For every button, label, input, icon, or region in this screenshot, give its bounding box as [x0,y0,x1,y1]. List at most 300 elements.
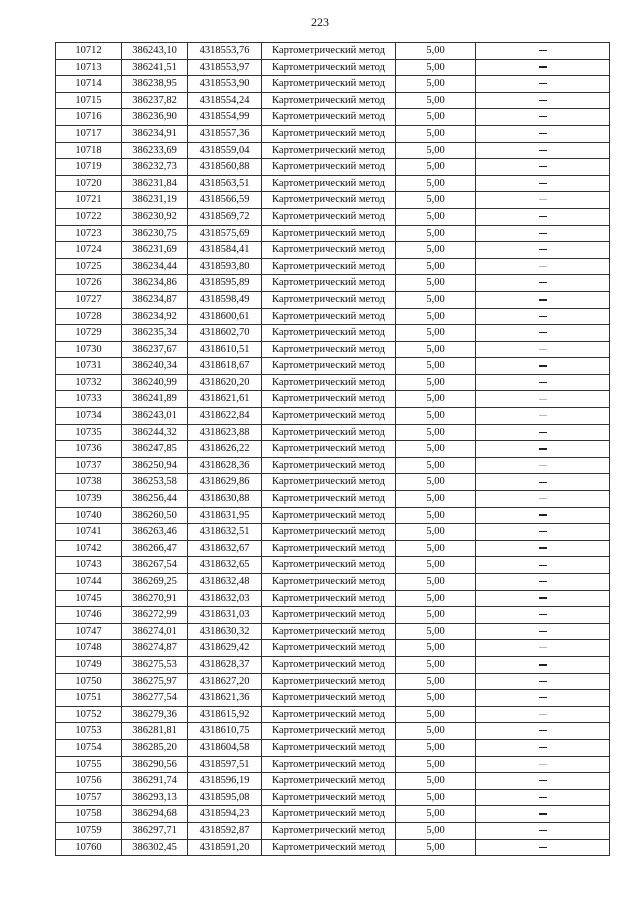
accuracy-cell: 5,00 [396,391,476,408]
table-row [56,524,610,541]
note-cell [476,690,610,707]
point-number-cell: 10714 [56,76,122,93]
y-coordinate-cell: 4318553,76 [188,43,262,60]
note-cell [476,242,610,259]
y-coordinate-cell: 4318554,99 [188,109,262,126]
y-coordinate-cell: 4318591,20 [188,839,262,856]
method-cell: Картометрический метод [262,640,396,657]
y-coordinate-cell: 4318615,92 [188,706,262,723]
method-cell: Картометрический метод [262,341,396,358]
note-cell [476,159,610,176]
x-coordinate-cell: 386241,51 [122,59,188,76]
note-cell [476,358,610,375]
table-row [56,789,610,806]
point-number-cell: 10746 [56,607,122,624]
y-coordinate-cell: 4318569,72 [188,208,262,225]
note-cell [476,507,610,524]
y-coordinate-cell: 4318592,87 [188,822,262,839]
dash-mark [539,150,547,151]
table-row [56,457,610,474]
table-row [56,374,610,391]
accuracy-cell: 5,00 [396,524,476,541]
point-number-cell: 10760 [56,839,122,856]
note-cell [476,391,610,408]
method-cell: Картометрический метод [262,408,396,425]
accuracy-cell: 5,00 [396,341,476,358]
y-coordinate-cell: 4318554,24 [188,92,262,109]
method-cell: Картометрический метод [262,76,396,93]
point-number-cell: 10738 [56,474,122,491]
accuracy-cell: 5,00 [396,839,476,856]
point-number-cell: 10748 [56,640,122,657]
accuracy-cell: 5,00 [396,159,476,176]
point-number-cell: 10732 [56,374,122,391]
note-cell [476,225,610,242]
method-cell: Картометрический метод [262,59,396,76]
x-coordinate-cell: 386297,71 [122,822,188,839]
x-coordinate-cell: 386290,56 [122,756,188,773]
dash-mark [539,183,547,184]
point-number-cell: 10720 [56,175,122,192]
note-cell [476,325,610,342]
y-coordinate-cell: 4318626,22 [188,441,262,458]
accuracy-cell: 5,00 [396,225,476,242]
y-coordinate-cell: 4318629,42 [188,640,262,657]
table-row [56,291,610,308]
accuracy-cell: 5,00 [396,673,476,690]
point-number-cell: 10752 [56,706,122,723]
table-row [56,756,610,773]
point-number-cell: 10745 [56,590,122,607]
x-coordinate-cell: 386285,20 [122,739,188,756]
note-cell [476,43,610,60]
y-coordinate-cell: 4318631,95 [188,507,262,524]
x-coordinate-cell: 386272,99 [122,607,188,624]
y-coordinate-cell: 4318627,20 [188,673,262,690]
accuracy-cell: 5,00 [396,590,476,607]
method-cell: Картометрический метод [262,623,396,640]
dash-mark [539,697,547,698]
y-coordinate-cell: 4318575,69 [188,225,262,242]
y-coordinate-cell: 4318620,20 [188,374,262,391]
accuracy-cell: 5,00 [396,457,476,474]
note-cell [476,142,610,159]
note-cell [476,291,610,308]
dash-mark [539,614,547,615]
accuracy-cell: 5,00 [396,507,476,524]
note-cell [476,424,610,441]
table-row [56,491,610,508]
y-coordinate-cell: 4318632,03 [188,590,262,607]
dash-mark [539,448,547,450]
dash-mark [539,681,547,682]
point-number-cell: 10735 [56,424,122,441]
method-cell: Картометрический метод [262,524,396,541]
method-cell: Картометрический метод [262,540,396,557]
x-coordinate-cell: 386230,75 [122,225,188,242]
x-coordinate-cell: 386234,86 [122,275,188,292]
point-number-cell: 10749 [56,656,122,673]
dash-mark [539,780,547,781]
method-cell: Картометрический метод [262,839,396,856]
point-number-cell: 10754 [56,739,122,756]
point-number-cell: 10718 [56,142,122,159]
point-number-cell: 10742 [56,540,122,557]
table-row [56,723,610,740]
accuracy-cell: 5,00 [396,640,476,657]
accuracy-cell: 5,00 [396,424,476,441]
dash-mark [539,664,547,666]
method-cell: Картометрический метод [262,391,396,408]
dash-mark [539,631,547,632]
accuracy-cell: 5,00 [396,723,476,740]
table-row [56,225,610,242]
point-number-cell: 10733 [56,391,122,408]
table-row [56,607,610,624]
point-number-cell: 10743 [56,557,122,574]
note-cell [476,275,610,292]
method-cell: Картометрический метод [262,225,396,242]
method-cell: Картометрический метод [262,457,396,474]
accuracy-cell: 5,00 [396,773,476,790]
method-cell: Картометрический метод [262,325,396,342]
point-number-cell: 10730 [56,341,122,358]
note-cell [476,524,610,541]
point-number-cell: 10756 [56,773,122,790]
method-cell: Картометрический метод [262,92,396,109]
method-cell: Картометрический метод [262,574,396,591]
table-row [56,391,610,408]
point-number-cell: 10727 [56,291,122,308]
dash-mark [539,382,547,383]
y-coordinate-cell: 4318632,48 [188,574,262,591]
x-coordinate-cell: 386240,34 [122,358,188,375]
dash-mark [539,116,547,117]
point-number-cell: 10759 [56,822,122,839]
method-cell: Картометрический метод [262,607,396,624]
method-cell: Картометрический метод [262,424,396,441]
y-coordinate-cell: 4318631,03 [188,607,262,624]
note-cell [476,408,610,425]
dash-mark [539,249,547,250]
y-coordinate-cell: 4318632,51 [188,524,262,541]
x-coordinate-cell: 386269,25 [122,574,188,591]
note-cell [476,175,610,192]
y-coordinate-cell: 4318557,36 [188,125,262,142]
table-row [56,192,610,209]
table-row [56,142,610,159]
method-cell: Картометрический метод [262,557,396,574]
table-row [56,242,610,259]
x-coordinate-cell: 386256,44 [122,491,188,508]
method-cell: Картометрический метод [262,789,396,806]
accuracy-cell: 5,00 [396,175,476,192]
point-number-cell: 10719 [56,159,122,176]
y-coordinate-cell: 4318553,90 [188,76,262,93]
y-coordinate-cell: 4318563,51 [188,175,262,192]
accuracy-cell: 5,00 [396,208,476,225]
dash-mark [539,547,547,549]
y-coordinate-cell: 4318597,51 [188,756,262,773]
table-row [56,76,610,93]
x-coordinate-cell: 386277,54 [122,690,188,707]
method-cell: Картометрический метод [262,673,396,690]
accuracy-cell: 5,00 [396,806,476,823]
y-coordinate-cell: 4318623,88 [188,424,262,441]
point-number-cell: 10736 [56,441,122,458]
x-coordinate-cell: 386250,94 [122,457,188,474]
x-coordinate-cell: 386302,45 [122,839,188,856]
y-coordinate-cell: 4318628,36 [188,457,262,474]
accuracy-cell: 5,00 [396,706,476,723]
accuracy-cell: 5,00 [396,142,476,159]
dash-mark [539,266,547,267]
y-coordinate-cell: 4318604,58 [188,739,262,756]
method-cell: Картометрический метод [262,43,396,60]
method-cell: Картометрический метод [262,308,396,325]
table-row [56,623,610,640]
dash-mark [539,166,547,167]
point-number-cell: 10721 [56,192,122,209]
dash-mark [539,133,547,134]
point-number-cell: 10753 [56,723,122,740]
x-coordinate-cell: 386281,81 [122,723,188,740]
dash-mark [539,581,547,582]
x-coordinate-cell: 386237,82 [122,92,188,109]
note-cell [476,125,610,142]
y-coordinate-cell: 4318600,61 [188,308,262,325]
note-cell [476,673,610,690]
y-coordinate-cell: 4318584,41 [188,242,262,259]
note-cell [476,723,610,740]
accuracy-cell: 5,00 [396,690,476,707]
y-coordinate-cell: 4318595,08 [188,789,262,806]
dash-mark [539,647,547,648]
accuracy-cell: 5,00 [396,76,476,93]
y-coordinate-cell: 4318595,89 [188,275,262,292]
dash-mark [539,233,547,234]
x-coordinate-cell: 386231,69 [122,242,188,259]
dash-mark [539,399,547,400]
method-cell: Картометрический метод [262,208,396,225]
note-cell [476,341,610,358]
x-coordinate-cell: 386291,74 [122,773,188,790]
note-cell [476,739,610,756]
x-coordinate-cell: 386234,87 [122,291,188,308]
x-coordinate-cell: 386231,84 [122,175,188,192]
method-cell: Картометрический метод [262,474,396,491]
x-coordinate-cell: 386253,58 [122,474,188,491]
y-coordinate-cell: 4318621,36 [188,690,262,707]
x-coordinate-cell: 386236,90 [122,109,188,126]
accuracy-cell: 5,00 [396,125,476,142]
dash-mark [539,498,547,499]
point-number-cell: 10728 [56,308,122,325]
accuracy-cell: 5,00 [396,43,476,60]
method-cell: Картометрический метод [262,756,396,773]
dash-mark [539,50,547,51]
note-cell [476,706,610,723]
note-cell [476,640,610,657]
y-coordinate-cell: 4318628,37 [188,656,262,673]
accuracy-cell: 5,00 [396,491,476,508]
y-coordinate-cell: 4318553,97 [188,59,262,76]
y-coordinate-cell: 4318559,04 [188,142,262,159]
x-coordinate-cell: 386243,01 [122,408,188,425]
coordinates-table-body [56,43,610,856]
dash-mark [539,365,547,367]
note-cell [476,441,610,458]
accuracy-cell: 5,00 [396,325,476,342]
y-coordinate-cell: 4318622,84 [188,408,262,425]
point-number-cell: 10739 [56,491,122,508]
x-coordinate-cell: 386235,34 [122,325,188,342]
accuracy-cell: 5,00 [396,92,476,109]
x-coordinate-cell: 386274,01 [122,623,188,640]
table-row [56,408,610,425]
point-number-cell: 10755 [56,756,122,773]
dash-mark [539,316,547,317]
table-row [56,125,610,142]
table-row [56,441,610,458]
table-row [56,474,610,491]
x-coordinate-cell: 386243,10 [122,43,188,60]
y-coordinate-cell: 4318598,49 [188,291,262,308]
note-cell [476,773,610,790]
method-cell: Картометрический метод [262,192,396,209]
point-number-cell: 10751 [56,690,122,707]
point-number-cell: 10723 [56,225,122,242]
method-cell: Картометрический метод [262,125,396,142]
note-cell [476,208,610,225]
accuracy-cell: 5,00 [396,822,476,839]
x-coordinate-cell: 386234,44 [122,258,188,275]
dash-mark [539,100,547,101]
dash-mark [539,465,547,466]
y-coordinate-cell: 4318632,65 [188,557,262,574]
x-coordinate-cell: 386293,13 [122,789,188,806]
table-row [56,640,610,657]
y-coordinate-cell: 4318560,88 [188,159,262,176]
accuracy-cell: 5,00 [396,308,476,325]
y-coordinate-cell: 4318629,86 [188,474,262,491]
point-number-cell: 10724 [56,242,122,259]
dash-mark [539,714,547,715]
x-coordinate-cell: 386241,89 [122,391,188,408]
note-cell [476,457,610,474]
accuracy-cell: 5,00 [396,739,476,756]
method-cell: Картометрический метод [262,291,396,308]
y-coordinate-cell: 4318621,61 [188,391,262,408]
dash-mark [539,216,547,217]
accuracy-cell: 5,00 [396,59,476,76]
dash-mark [539,514,547,516]
table-row [56,92,610,109]
point-number-cell: 10741 [56,524,122,541]
note-cell [476,822,610,839]
note-cell [476,839,610,856]
accuracy-cell: 5,00 [396,374,476,391]
table-row [56,275,610,292]
table-row [56,540,610,557]
table-row [56,341,610,358]
accuracy-cell: 5,00 [396,656,476,673]
dash-mark [539,199,547,200]
accuracy-cell: 5,00 [396,192,476,209]
accuracy-cell: 5,00 [396,242,476,259]
y-coordinate-cell: 4318596,19 [188,773,262,790]
dash-mark [539,597,547,599]
note-cell [476,308,610,325]
y-coordinate-cell: 4318632,67 [188,540,262,557]
note-cell [476,59,610,76]
point-number-cell: 10758 [56,806,122,823]
y-coordinate-cell: 4318566,59 [188,192,262,209]
x-coordinate-cell: 386230,92 [122,208,188,225]
table-row [56,258,610,275]
table-row [56,358,610,375]
point-number-cell: 10712 [56,43,122,60]
table-row [56,308,610,325]
note-cell [476,109,610,126]
table-row [56,806,610,823]
accuracy-cell: 5,00 [396,258,476,275]
point-number-cell: 10731 [56,358,122,375]
x-coordinate-cell: 386234,91 [122,125,188,142]
method-cell: Картометрический метод [262,159,396,176]
y-coordinate-cell: 4318610,51 [188,341,262,358]
accuracy-cell: 5,00 [396,291,476,308]
accuracy-cell: 5,00 [396,474,476,491]
accuracy-cell: 5,00 [396,607,476,624]
coordinates-table [55,42,610,856]
x-coordinate-cell: 386234,92 [122,308,188,325]
dash-mark [539,332,547,333]
note-cell [476,607,610,624]
note-cell [476,806,610,823]
point-number-cell: 10734 [56,408,122,425]
x-coordinate-cell: 386275,97 [122,673,188,690]
method-cell: Картометрический метод [262,739,396,756]
method-cell: Картометрический метод [262,822,396,839]
table-row [56,59,610,76]
dash-mark [539,531,547,532]
x-coordinate-cell: 386263,46 [122,524,188,541]
accuracy-cell: 5,00 [396,574,476,591]
x-coordinate-cell: 386232,73 [122,159,188,176]
dash-mark [539,349,547,350]
point-number-cell: 10713 [56,59,122,76]
y-coordinate-cell: 4318630,32 [188,623,262,640]
method-cell: Картометрический метод [262,275,396,292]
y-coordinate-cell: 4318630,88 [188,491,262,508]
table-row [56,208,610,225]
table-row [56,822,610,839]
y-coordinate-cell: 4318594,23 [188,806,262,823]
x-coordinate-cell: 386275,53 [122,656,188,673]
dash-mark [539,83,547,84]
dash-mark [539,66,547,68]
point-number-cell: 10715 [56,92,122,109]
point-number-cell: 10716 [56,109,122,126]
note-cell [476,374,610,391]
table-row [56,325,610,342]
accuracy-cell: 5,00 [396,557,476,574]
dash-mark [539,299,547,301]
method-cell: Картометрический метод [262,706,396,723]
note-cell [476,76,610,93]
note-cell [476,491,610,508]
